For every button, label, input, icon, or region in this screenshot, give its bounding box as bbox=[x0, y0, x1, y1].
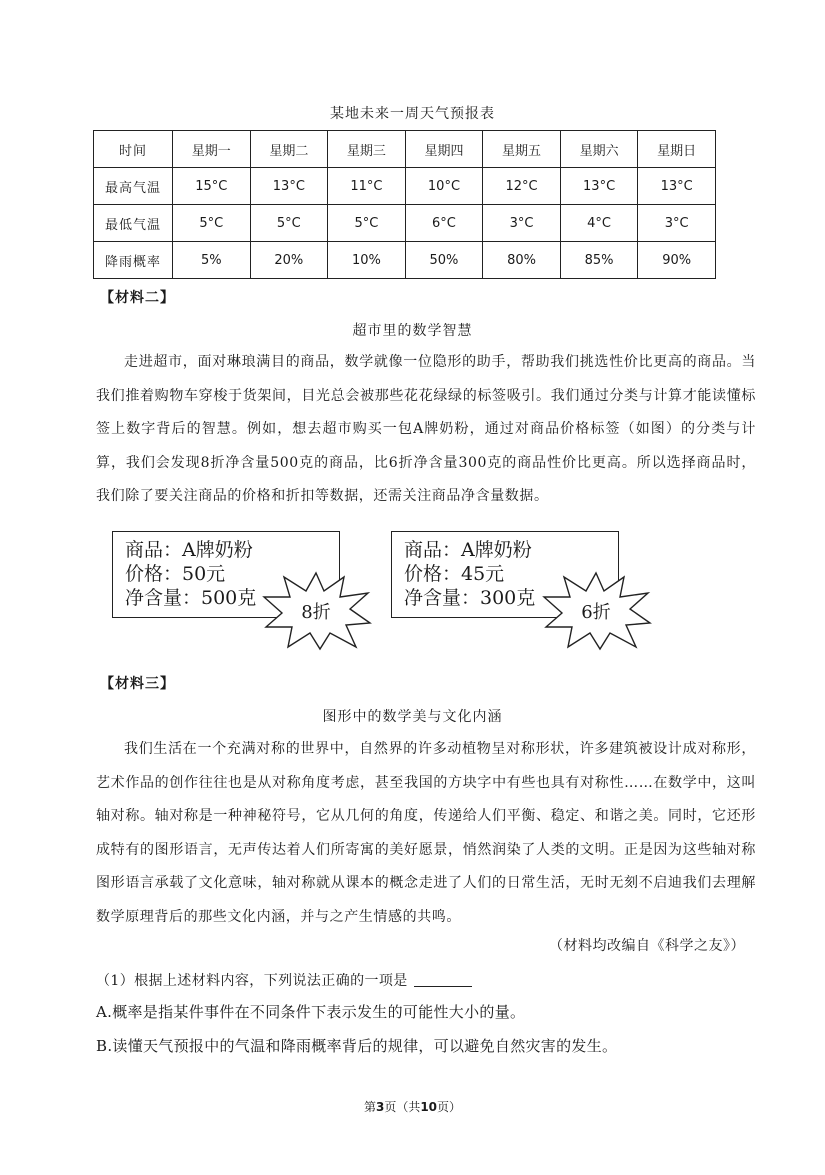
tag-product: 商品：A牌奶粉 bbox=[125, 539, 253, 561]
table-cell: 90% bbox=[638, 242, 716, 279]
table-cell: 11°C bbox=[328, 168, 406, 205]
question-stem bbox=[96, 970, 472, 990]
material-2-title: 超市里的数学智慧 bbox=[352, 323, 473, 339]
table-cell: 12°C bbox=[483, 168, 561, 205]
table-header-row bbox=[94, 131, 716, 168]
paragraph-text: 我们生活在一个充满对称的世界中，自然界的许多动植物呈对称形状，许多建筑被设计成对称形，艺术作品的创作往往也是从对称角度考虑，甚至我国的方块字中有些也具有对称性……在数学中，这叫轴对称。轴对称是一种神秘符号，它从几何的角度，传递给人们平衡、稳定、和谐之美。同时，它还形成特有的图形语言，无声传达着人们所寄寓的美好愿景，悄然润染了人类的文明。正是因为这些轴对称图形语言承载了文化意味，轴对称就从课本的概念走进了人们的日常生活，无时无刻不启迪我们去理解数学原理背后的那些文化内涵，并与之产生情感的共鸣。 bbox=[96, 741, 756, 925]
option-a: A.概率是指某件事件在不同条件下表示发生的可能性大小的量。 bbox=[96, 1003, 526, 1021]
table-row bbox=[94, 205, 716, 242]
table-cell: 80% bbox=[483, 242, 561, 279]
question-text: （1）根据上述材料内容，下列说法正确的一项是 bbox=[96, 973, 408, 989]
footer-prefix: 第 bbox=[363, 1100, 376, 1114]
table-cell: 5°C bbox=[173, 205, 251, 242]
table-cell: 星期三 bbox=[328, 131, 406, 168]
table-cell: 最高气温 bbox=[94, 168, 173, 205]
table-cell: 13°C bbox=[638, 168, 716, 205]
discount-label: 6折 bbox=[581, 602, 611, 623]
table-cell: 50% bbox=[405, 242, 483, 279]
page-total: 10 bbox=[420, 1100, 438, 1114]
table-cell: 13°C bbox=[560, 168, 638, 205]
option-b: B.读懂天气预报中的气温和降雨概率背后的规律，可以避免自然灾害的发生。 bbox=[96, 1037, 618, 1055]
table-cell: 星期一 bbox=[173, 131, 251, 168]
material-3-label: 【材料三】 bbox=[100, 676, 175, 692]
table-row bbox=[94, 168, 716, 205]
table-cell: 15°C bbox=[173, 168, 251, 205]
material-3-title: 图形中的数学美与文化内涵 bbox=[322, 709, 503, 725]
table-cell: 3°C bbox=[638, 205, 716, 242]
tag-weight: 净含量：500克 bbox=[125, 587, 257, 609]
table-cell: 星期六 bbox=[560, 131, 638, 168]
table-cell: 3°C bbox=[483, 205, 561, 242]
page-footer bbox=[0, 1098, 825, 1115]
table-cell: 星期二 bbox=[250, 131, 328, 168]
table-cell: 20% bbox=[250, 242, 328, 279]
table-cell: 星期四 bbox=[405, 131, 483, 168]
table-cell: 10°C bbox=[405, 168, 483, 205]
tag-price: 价格：45元 bbox=[404, 563, 505, 585]
table-cell: 5°C bbox=[250, 205, 328, 242]
tag-product: 商品：A牌奶粉 bbox=[404, 539, 532, 561]
table-cell: 降雨概率 bbox=[94, 242, 173, 279]
material-2-label: 【材料二】 bbox=[100, 290, 175, 306]
table-cell: 星期五 bbox=[483, 131, 561, 168]
table-cell: 5°C bbox=[328, 205, 406, 242]
table-cell: 5% bbox=[173, 242, 251, 279]
table-cell: 4°C bbox=[560, 205, 638, 242]
paragraph-text: 走进超市，面对琳琅满目的商品，数学就像一位隐形的助手，帮助我们挑选性价比更高的商品。当我们推着购物车穿梭于货架间，目光总会被那些花花绿绿的标签吸引。我们通过分类与计算才能读懂标签上数字背后的智慧。例如，想去超市购买一包A牌奶粉，通过对商品价格标签（如图）的分类与计算，我们会发现8折净含量500克的商品，比6折净含量300克的商品性价比更高。所以选择商品时，我们除了要关注商品的价格和折扣等数据，还需关注商品净含量数据。 bbox=[96, 354, 756, 504]
footer-suffix: 页） bbox=[437, 1100, 462, 1114]
table-cell: 6°C bbox=[405, 205, 483, 242]
source-note: （材料均改编自《科学之友》） bbox=[549, 938, 745, 954]
answer-blank[interactable] bbox=[414, 972, 472, 987]
table-cell: 星期日 bbox=[638, 131, 716, 168]
discount-label: 8折 bbox=[301, 602, 331, 623]
material-3-paragraph bbox=[96, 733, 756, 934]
tag-weight: 净含量：300克 bbox=[404, 587, 536, 609]
table-caption: 某地未来一周天气预报表 bbox=[330, 106, 495, 122]
table-row bbox=[94, 242, 716, 279]
page-number: 3 bbox=[375, 1100, 385, 1114]
table-cell: 时间 bbox=[94, 131, 173, 168]
footer-mid: 页（共 bbox=[384, 1100, 421, 1114]
tag-price: 价格：50元 bbox=[125, 563, 226, 585]
weather-table bbox=[93, 130, 716, 279]
table-cell: 13°C bbox=[250, 168, 328, 205]
table-cell: 85% bbox=[560, 242, 638, 279]
material-2-paragraph bbox=[96, 346, 756, 514]
table-cell: 最低气温 bbox=[94, 205, 173, 242]
table-cell: 10% bbox=[328, 242, 406, 279]
